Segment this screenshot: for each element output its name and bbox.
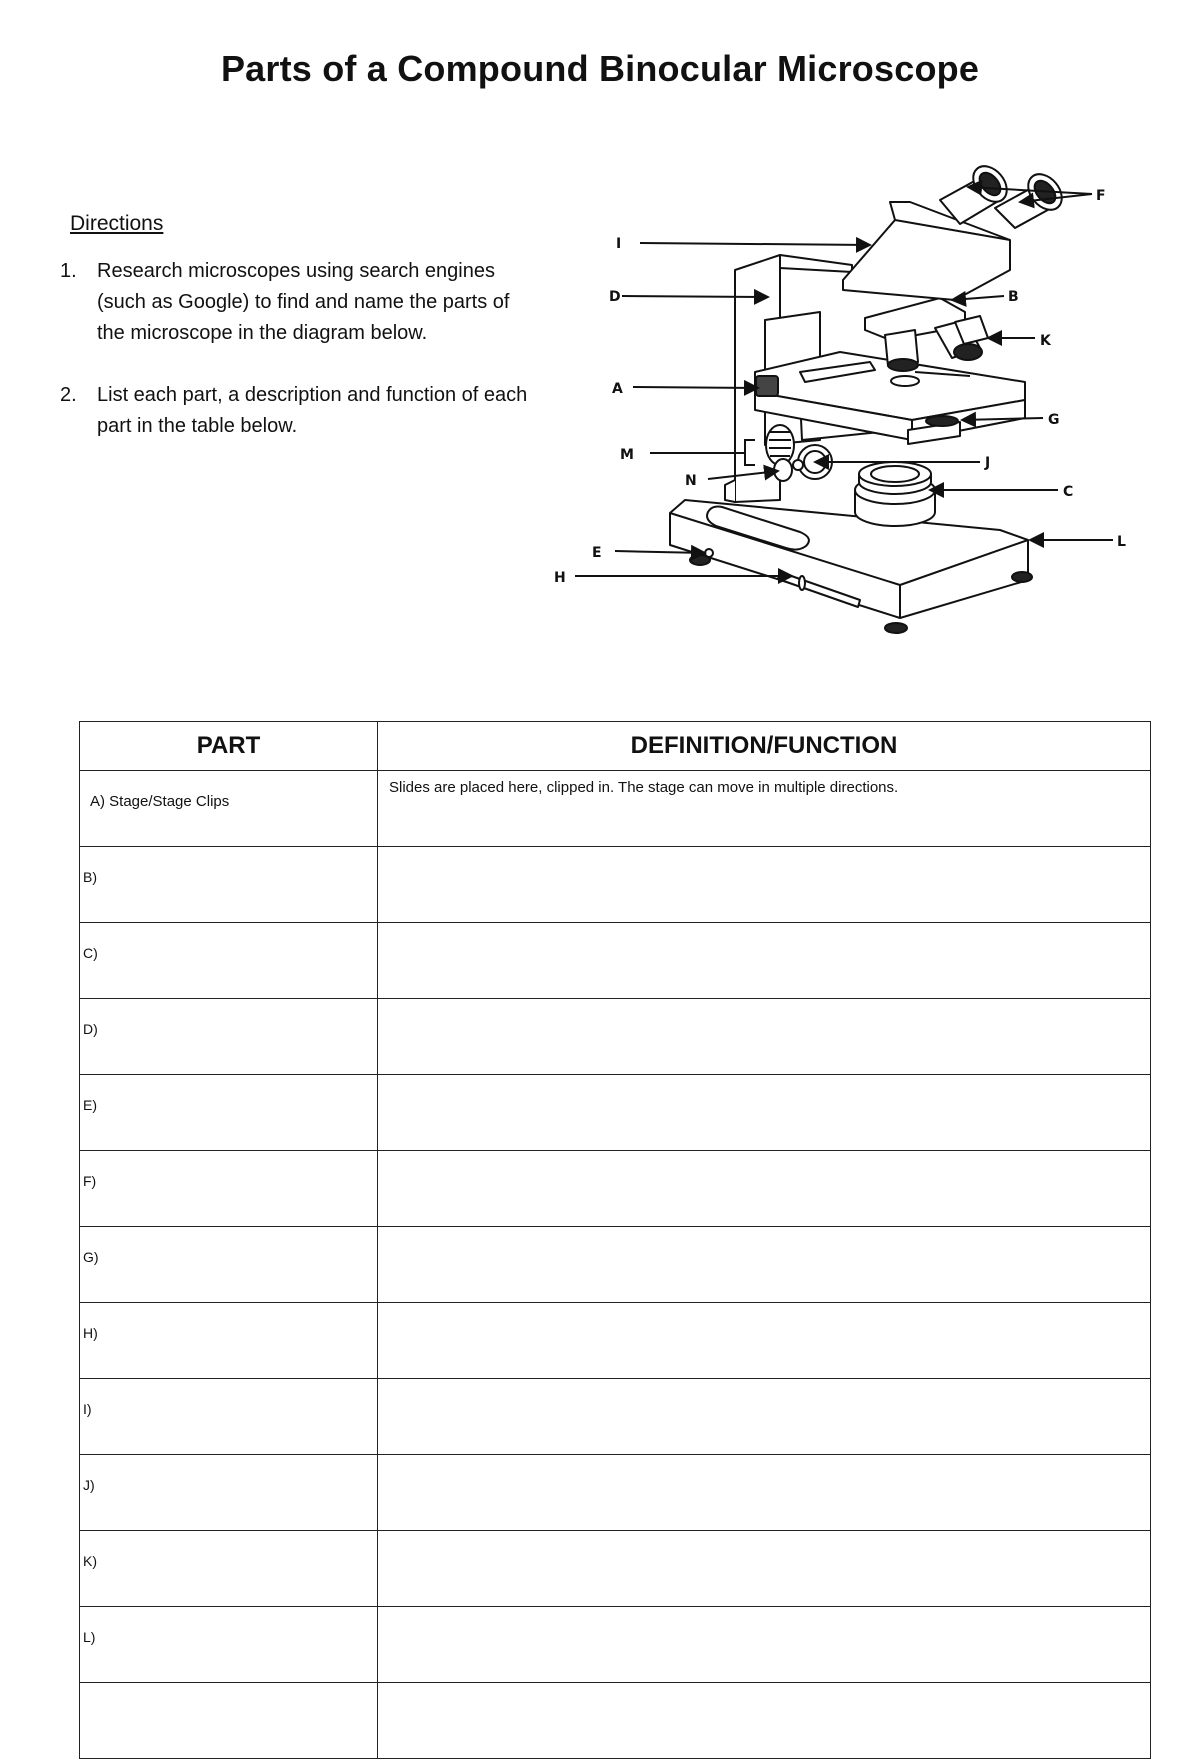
label-f: F	[1096, 188, 1106, 204]
part-cell[interactable]: F)	[80, 1151, 378, 1227]
definition-cell[interactable]	[378, 1075, 1151, 1151]
header-part: PART	[80, 722, 378, 771]
label-i: I	[616, 236, 622, 252]
definition-cell[interactable]	[378, 923, 1151, 999]
direction-text: List each part, a description and function of each part in the table below.	[97, 384, 528, 437]
definition-cell[interactable]	[378, 1303, 1151, 1379]
part-cell[interactable]: C)	[80, 923, 378, 999]
part-cell[interactable]: A) Stage/Stage Clips	[80, 771, 378, 847]
table-row	[80, 1151, 1151, 1227]
part-cell[interactable]	[80, 1683, 378, 1759]
part-cell[interactable]: H)	[80, 1303, 378, 1379]
definition-cell[interactable]	[378, 847, 1151, 923]
definition-cell[interactable]	[378, 1151, 1151, 1227]
table-row	[80, 1531, 1151, 1607]
label-c: C	[1063, 484, 1074, 500]
definition-cell[interactable]	[378, 1531, 1151, 1607]
definition-cell[interactable]: Slides are placed here, clipped in. The stage can move in multiple directions.	[378, 771, 1151, 847]
microscope-illustration	[540, 140, 1160, 660]
label-a: A	[612, 381, 623, 397]
table-row	[80, 1607, 1151, 1683]
table-row	[80, 847, 1151, 923]
label-l: L	[1117, 534, 1126, 550]
directions-list	[60, 256, 540, 473]
direction-text: Research microscopes using search engines (such as Google) to find and name the parts of the microscope in the diagram below.	[97, 260, 510, 344]
label-b: B	[1008, 289, 1019, 305]
microscope-drawing	[670, 160, 1069, 633]
part-cell[interactable]: E)	[80, 1075, 378, 1151]
label-h: H	[554, 570, 566, 586]
definition-cell[interactable]	[378, 1683, 1151, 1759]
part-cell[interactable]: L)	[80, 1607, 378, 1683]
table-row	[80, 999, 1151, 1075]
microscope-diagram	[540, 140, 1160, 660]
part-cell[interactable]: B)	[80, 847, 378, 923]
definition-cell[interactable]	[378, 1455, 1151, 1531]
label-d: D	[609, 289, 621, 305]
part-cell[interactable]: J)	[80, 1455, 378, 1531]
part-cell[interactable]: G)	[80, 1227, 378, 1303]
header-definition: DEFINITION/FUNCTION	[378, 722, 1151, 771]
part-cell[interactable]: K)	[80, 1531, 378, 1607]
table-row	[80, 1303, 1151, 1379]
directions-heading: Directions	[70, 212, 164, 235]
direction-item	[60, 380, 540, 442]
definition-cell[interactable]	[378, 1227, 1151, 1303]
table-row	[80, 771, 1151, 847]
table-row	[80, 1683, 1151, 1759]
table-row	[80, 923, 1151, 999]
table-header-row	[80, 722, 1151, 771]
parts-table	[79, 721, 1151, 1759]
label-k: K	[1040, 333, 1051, 349]
page-title: Parts of a Compound Binocular Microscope	[220, 48, 980, 89]
direction-number: 1.	[60, 260, 77, 282]
label-g: G	[1048, 412, 1060, 428]
definition-cell[interactable]	[378, 1379, 1151, 1455]
label-m: M	[620, 447, 634, 463]
part-cell[interactable]: I)	[80, 1379, 378, 1455]
label-e: E	[592, 545, 602, 561]
definition-cell[interactable]	[378, 999, 1151, 1075]
table-row	[80, 1379, 1151, 1455]
label-n: N	[685, 473, 697, 489]
part-cell[interactable]: D)	[80, 999, 378, 1075]
table-row	[80, 1227, 1151, 1303]
label-j: J	[985, 455, 991, 471]
direction-number: 2.	[60, 384, 77, 406]
definition-cell[interactable]	[378, 1607, 1151, 1683]
table-row	[80, 1455, 1151, 1531]
direction-item	[60, 256, 540, 349]
table-row	[80, 1075, 1151, 1151]
